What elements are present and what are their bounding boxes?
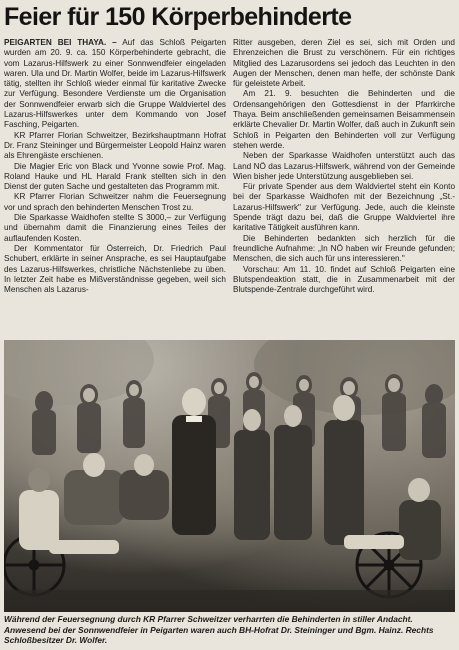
photo-caption: Während der Feuersegnung durch KR Pfarrer Schweitzer verharrten die Behinderten in stiller Andacht. Anwesend bei der Sonnwendfeier in Peigarten waren auch BH-Hofrat Dr. Steininger und Bgm. Hainz. Rechts Schloßbesitzer Dr. Wolfer. — [4, 614, 434, 646]
article-paragraph: Die Sparkasse Waidhofen stellte S 3000,– zur Verfügung und übernahm damit die Finanzierung eines Teiles der auflaufenden Kosten. — [4, 213, 226, 243]
article-paragraph: Vorschau: Am 11. 10. findet auf Schloß Peigarten eine Blutspendeaktion statt, die in Zusammenarbeit mit der Blutspende-Zentrale durchgeführt wird. — [233, 264, 455, 295]
article-column-right — [233, 38, 455, 334]
article-paragraph: Ritter ausgeben, deren Ziel es sei, sich mit Orden und Ehrenzeichen die Brust zu verschönern. Für ein richtiges Mitglied des Lazarusordens sei jedoch das Leuchten in den Augen der Menschen, denen man helfe, der schönste Dank für geleistete Arbeit. — [233, 38, 455, 89]
article-paragraph: Der Kommentator für Österreich, Dr. Friedrich Paul Schubert, erklärte in seiner Ansprache, es sei Hauptaufgabe des Lazarus-Hilfswerkes, christliche Nächstenliebe zu üben. In letzter Zeit habe es Mißverständnisse gegeben, weil sich Menschen als Lazarus- — [4, 243, 226, 295]
dateline: PEIGARTEN BEI THAYA. – — [4, 38, 117, 47]
paragraph-text: Auf das Schloß Peigarten wurden am 20. 9. ca. 150 Körperbehinderte gebracht, die vom Lazarus-Hilfswerk zu einer Sonnwendfeier eingeladen waren. Ula und Dr. Martin Wolfer, beide im Lazarus-Hilfswerk tätig, stellten ihr Schloß wieder einmal für karitative Zwecke zur Verfügung. Besondere Verdienste um die Organisation der Sonnwendfeier erwarb sich die Gruppe Waldviertel des Lazarus-Hilfswerkes unter dem Kommando von Josef Fasching, Peigarten. — [4, 38, 226, 130]
headline: Feier für 150 Körperbehinderte — [4, 3, 352, 31]
article-paragraph: Am 21. 9. besuchten die Behinderten und die Ordensangehörigen den Gottesdienst in der Pfarrkirche Thaya. Beim anschließenden gemeinsamen Beisammensein erklärte Chevalier Dr. Martin Wolfer, daß auch in Zukunft sein Schloß in Peigarten den Behinderten voll zur Verfügung stehen werde. — [233, 89, 455, 150]
article-paragraph: Die Magier Eric von Black und Yvonne sowie Prof. Mag. Roland Hauke und HL Harald Frank stellten sich in den Dienst der guten Sache und gestalteten das Programm mit. — [4, 161, 226, 192]
article-paragraph — [4, 38, 226, 131]
article-paragraph: KR Pfarrer Florian Schweitzer, Bezirkshauptmann Hofrat Dr. Franz Steininger und Bürgermeister Leopold Hainz waren als Ehrengäste erschienen. — [4, 130, 226, 161]
article-paragraph: Neben der Sparkasse Waidhofen unterstützt auch das Land NÖ das Lazarus-Hilfswerk, während von der Gemeinde Wien bisher jede Unterstützung ausgeblieben sei. — [233, 151, 455, 181]
article-paragraph: KR Pfarrer Florian Schweitzer nahm die Feuersegnung vor und sprach den behinderten Menschen Trost zu. — [4, 192, 226, 212]
photo-illustration — [4, 340, 455, 612]
crowd-photo — [4, 340, 455, 612]
article-paragraph: Für private Spender aus dem Waldviertel steht ein Konto bei der Sparkasse Waidhofen mit der Bezeichnung „St.-Lazarus-Hilfswerk" zur Verfügung. Jede, auch die kleinste Spende trägt dazu bei, daß die Gruppe Waldviertel ihre karitative Tätigkeit ausführen kann. — [233, 182, 455, 233]
article-paragraph: Die Behinderten bedankten sich herzlich für die freundliche Aufnahme: „In NÖ haben wir Freunde gefunden; Menschen, die sich auch für uns interessieren." — [233, 233, 455, 264]
article-column-left — [4, 38, 226, 334]
